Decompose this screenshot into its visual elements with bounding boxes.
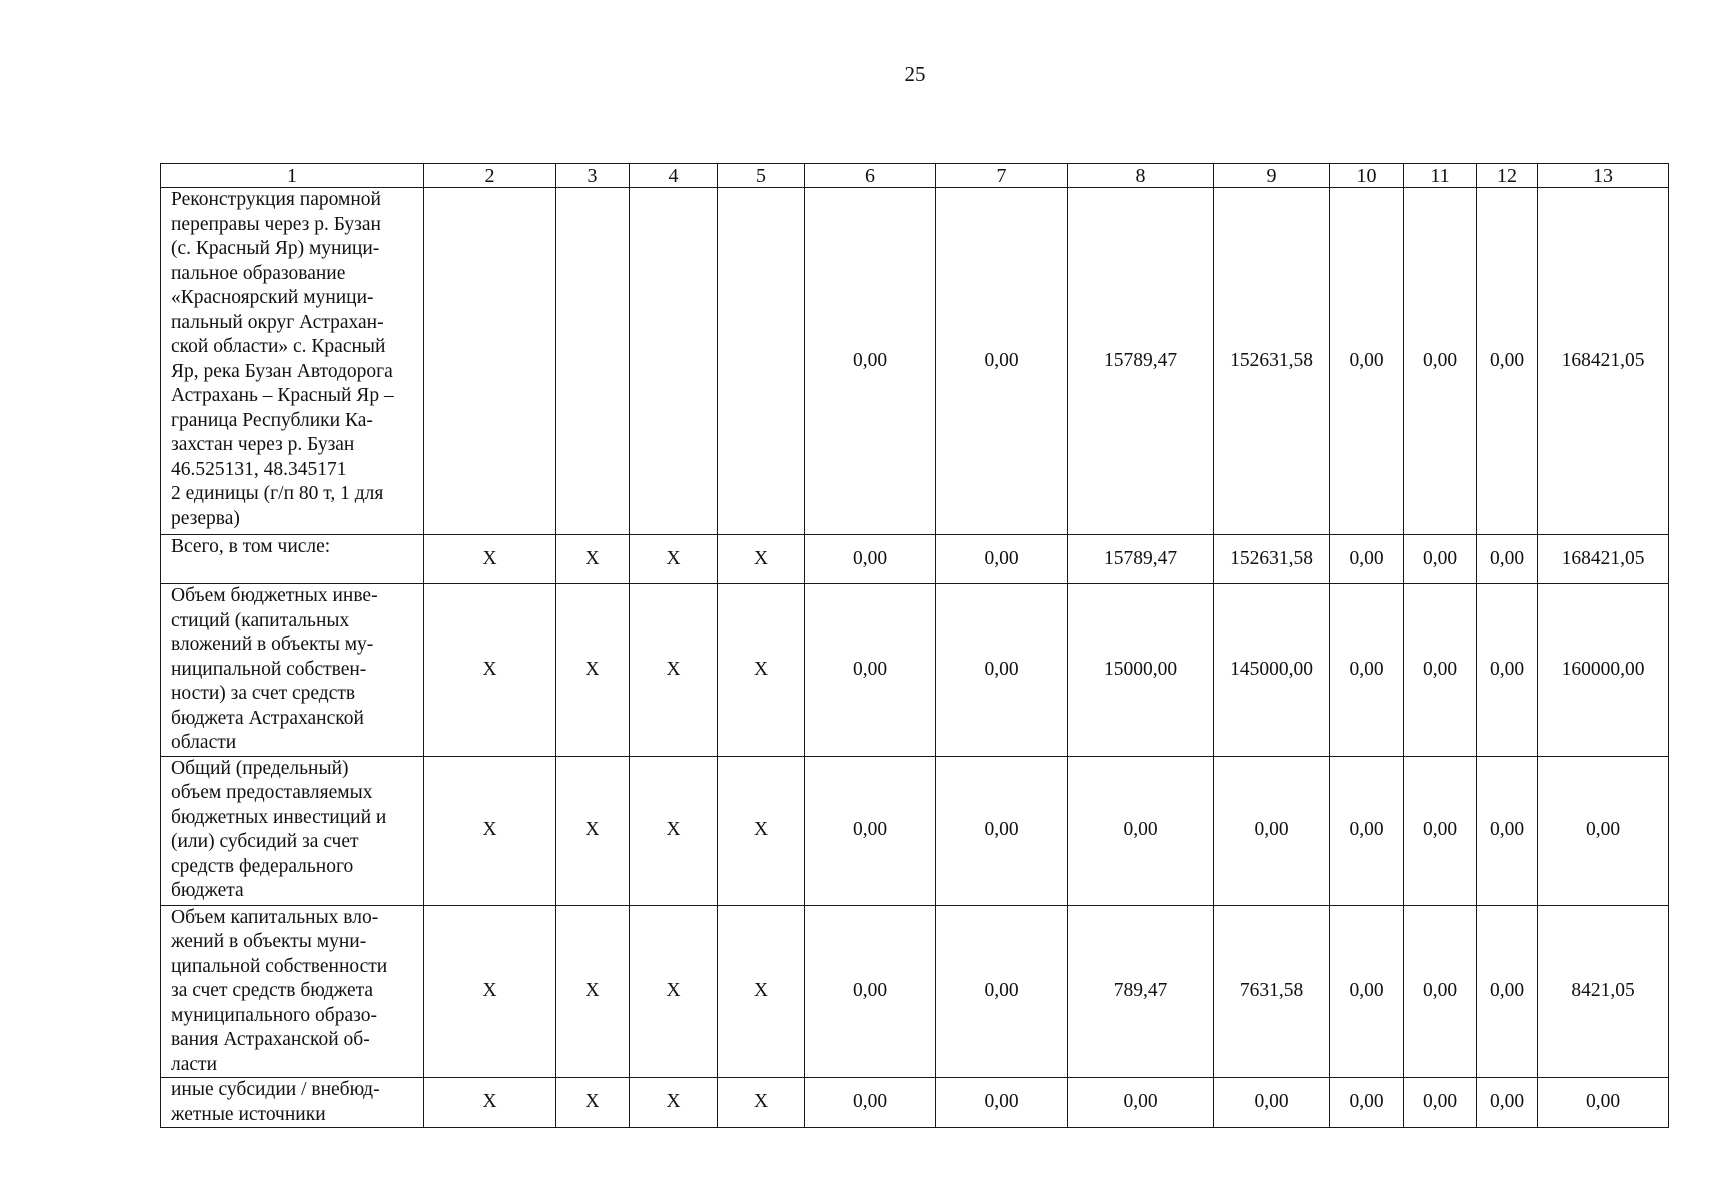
label-line: 46.525131, 48.345171 xyxy=(171,458,347,480)
cell-col-8: 15789,47 xyxy=(1068,535,1214,584)
cell-col-11: 0,00 xyxy=(1404,905,1477,1078)
cell-col-4: X xyxy=(630,756,718,905)
label-line: Реконструкция паромной xyxy=(171,189,381,210)
label-line: муниципального образо- xyxy=(171,1004,377,1026)
cell-col-9: 145000,00 xyxy=(1214,584,1330,757)
cell-col-4: X xyxy=(630,535,718,584)
cell-col-11: 0,00 xyxy=(1404,535,1477,584)
cell-col-9: 0,00 xyxy=(1214,1078,1330,1128)
cell-col-9: 7631,58 xyxy=(1214,905,1330,1078)
cell-col-11: 0,00 xyxy=(1404,1078,1477,1128)
column-number-2: 2 xyxy=(424,164,556,188)
column-number-9: 9 xyxy=(1214,164,1330,188)
label-line: пальное образование xyxy=(171,262,346,284)
row-label-total xyxy=(161,535,424,584)
cell-col-13: 168421,05 xyxy=(1538,188,1669,535)
cell-col-13: 0,00 xyxy=(1538,756,1669,905)
column-number-1: 1 xyxy=(161,164,424,188)
cell-col-3 xyxy=(556,188,630,535)
cell-col-3: X xyxy=(556,584,630,757)
column-number-12: 12 xyxy=(1477,164,1538,188)
label-line: Общий (предельный) xyxy=(171,757,349,779)
cell-col-2: X xyxy=(424,1078,556,1128)
label-line: Яр, река Бузан Автодорога xyxy=(171,360,393,382)
label-line: пальный округ Астрахан- xyxy=(171,311,384,333)
column-number-6: 6 xyxy=(805,164,936,188)
cell-col-7: 0,00 xyxy=(936,756,1068,905)
cell-col-7: 0,00 xyxy=(936,535,1068,584)
cell-col-8: 0,00 xyxy=(1068,756,1214,905)
cell-col-10: 0,00 xyxy=(1330,188,1404,535)
cell-col-7: 0,00 xyxy=(936,905,1068,1078)
label-line: Объем бюджетных инве- xyxy=(171,585,378,606)
cell-col-5: X xyxy=(718,905,805,1078)
cell-col-2: X xyxy=(424,584,556,757)
cell-col-3: X xyxy=(556,1078,630,1128)
cell-col-4 xyxy=(630,188,718,535)
cell-col-13: 0,00 xyxy=(1538,1078,1669,1128)
column-number-10: 10 xyxy=(1330,164,1404,188)
label-line: бюджета Астраханской xyxy=(171,707,364,729)
cell-col-13: 160000,00 xyxy=(1538,584,1669,757)
row-label-other-sources xyxy=(161,1078,424,1128)
label-line: «Красноярский муници- xyxy=(171,287,374,308)
label-line: захстан через р. Бузан xyxy=(171,434,355,455)
label-line: иные субсидии / внебюд- xyxy=(171,1079,380,1100)
cell-col-10: 0,00 xyxy=(1330,584,1404,757)
table-row-regional-budget xyxy=(161,584,1669,757)
cell-col-9: 152631,58 xyxy=(1214,535,1330,584)
cell-col-2: X xyxy=(424,905,556,1078)
label-line: жений в объекты муни- xyxy=(171,931,367,952)
budget-table xyxy=(160,163,1669,1128)
column-number-13: 13 xyxy=(1538,164,1669,188)
cell-col-11: 0,00 xyxy=(1404,756,1477,905)
label-line: граница Республики Ка- xyxy=(171,409,373,431)
cell-col-8: 15000,00 xyxy=(1068,584,1214,757)
cell-col-3: X xyxy=(556,756,630,905)
table-row-municipal-budget xyxy=(161,905,1669,1078)
label-line: вания Астраханской об- xyxy=(171,1029,370,1050)
cell-col-2: X xyxy=(424,756,556,905)
label-line: (с. Красный Яр) муници- xyxy=(171,238,380,259)
cell-col-5: X xyxy=(718,584,805,757)
label-line: ности) за счет средств xyxy=(171,683,356,704)
cell-col-4: X xyxy=(630,1078,718,1128)
label-line: стиций (капитальных xyxy=(171,609,350,631)
column-number-row xyxy=(161,164,1669,188)
label-line: средств федерального xyxy=(171,855,354,877)
cell-col-6: 0,00 xyxy=(805,584,936,757)
cell-col-4: X xyxy=(630,905,718,1078)
table-row-other-sources xyxy=(161,1078,1669,1128)
cell-col-5: X xyxy=(718,1078,805,1128)
label-line: резерва) xyxy=(171,507,240,529)
label-line: Объем капитальных вло- xyxy=(171,906,379,928)
cell-col-8: 789,47 xyxy=(1068,905,1214,1078)
cell-col-7: 0,00 xyxy=(936,1078,1068,1128)
cell-col-3: X xyxy=(556,535,630,584)
cell-col-9: 0,00 xyxy=(1214,756,1330,905)
cell-col-5: X xyxy=(718,535,805,584)
cell-col-6: 0,00 xyxy=(805,1078,936,1128)
page-number: 25 xyxy=(904,62,926,86)
table-row-federal-budget xyxy=(161,756,1669,905)
cell-col-6: 0,00 xyxy=(805,535,936,584)
cell-col-12: 0,00 xyxy=(1477,756,1538,905)
cell-col-12: 0,00 xyxy=(1477,1078,1538,1128)
label-line: ласти xyxy=(171,1053,217,1075)
cell-col-12: 0,00 xyxy=(1477,188,1538,535)
label-line: жетные источники xyxy=(171,1103,326,1125)
cell-col-10: 0,00 xyxy=(1330,905,1404,1078)
label-line: (или) субсидий за счет xyxy=(171,831,359,852)
budget-table-container xyxy=(160,163,1669,1128)
cell-col-13: 8421,05 xyxy=(1538,905,1669,1078)
cell-col-7: 0,00 xyxy=(936,584,1068,757)
cell-col-6: 0,00 xyxy=(805,188,936,535)
cell-col-7: 0,00 xyxy=(936,188,1068,535)
cell-col-4: X xyxy=(630,584,718,757)
table-row-total xyxy=(161,535,1669,584)
column-number-4: 4 xyxy=(630,164,718,188)
row-label-project xyxy=(161,188,424,535)
column-number-7: 7 xyxy=(936,164,1068,188)
cell-col-5: X xyxy=(718,756,805,905)
cell-col-11: 0,00 xyxy=(1404,584,1477,757)
table-row-project xyxy=(161,188,1669,535)
label-line: 2 единицы (г/п 80 т, 1 для xyxy=(171,483,384,504)
label-line: объем предоставляемых xyxy=(171,782,373,803)
column-number-8: 8 xyxy=(1068,164,1214,188)
label-line: вложений в объекты му- xyxy=(171,634,374,655)
cell-col-9: 152631,58 xyxy=(1214,188,1330,535)
label-line: ципальной собственности xyxy=(171,955,388,977)
cell-col-10: 0,00 xyxy=(1330,535,1404,584)
label-line: бюджетных инвестиций и xyxy=(171,806,387,828)
row-label-regional-budget xyxy=(161,584,424,757)
cell-col-11: 0,00 xyxy=(1404,188,1477,535)
label-line: области xyxy=(171,732,237,753)
label-line: Всего, в том числе: xyxy=(171,536,331,557)
cell-col-8: 15789,47 xyxy=(1068,188,1214,535)
cell-col-10: 0,00 xyxy=(1330,1078,1404,1128)
cell-col-12: 0,00 xyxy=(1477,535,1538,584)
label-line: переправы через р. Бузан xyxy=(171,213,381,235)
cell-col-2: X xyxy=(424,535,556,584)
cell-col-8: 0,00 xyxy=(1068,1078,1214,1128)
cell-col-12: 0,00 xyxy=(1477,905,1538,1078)
row-label-municipal-budget xyxy=(161,905,424,1078)
cell-col-12: 0,00 xyxy=(1477,584,1538,757)
column-number-11: 11 xyxy=(1404,164,1477,188)
label-line: ской области» с. Красный xyxy=(171,336,386,357)
cell-col-5 xyxy=(718,188,805,535)
cell-col-6: 0,00 xyxy=(805,905,936,1078)
label-line: ниципальной собствен- xyxy=(171,658,367,680)
cell-col-10: 0,00 xyxy=(1330,756,1404,905)
cell-col-6: 0,00 xyxy=(805,756,936,905)
label-line: за счет средств бюджета xyxy=(171,980,374,1001)
column-number-3: 3 xyxy=(556,164,630,188)
label-line: бюджета xyxy=(171,880,244,901)
column-number-5: 5 xyxy=(718,164,805,188)
cell-col-13: 168421,05 xyxy=(1538,535,1669,584)
cell-col-2 xyxy=(424,188,556,535)
label-line: Астрахань – Красный Яр – xyxy=(171,385,394,406)
row-label-federal-budget xyxy=(161,756,424,905)
cell-col-3: X xyxy=(556,905,630,1078)
